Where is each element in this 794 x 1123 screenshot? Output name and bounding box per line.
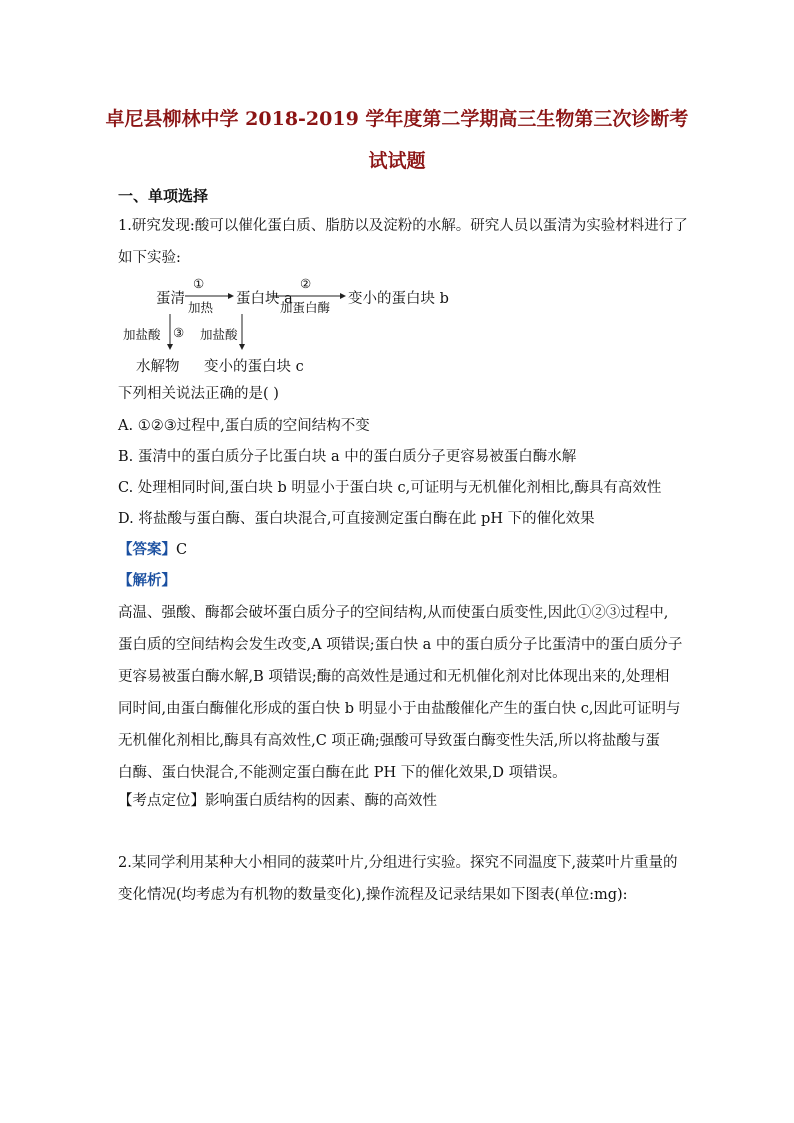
knowledge-point-text: 影响蛋白质结构的因素、酶的高效性 [205, 793, 437, 809]
step3-number: ③ [173, 325, 185, 340]
answer-line [118, 540, 678, 560]
answer-label: 【答案】 [118, 541, 176, 558]
protein-block-b: 变小的蛋白块 b [348, 291, 449, 307]
section-heading: 一、单项选择 [118, 187, 209, 205]
analysis-heading [118, 571, 678, 591]
knowledge-point-line [118, 791, 678, 811]
q1-question: 下列相关说法正确的是( ) [118, 386, 279, 402]
analysis-line: 无机催化剂相比,酶具有高效性,C 项正确;强酸可导致蛋白酶变性失活,所以将盐酸与蛋 [118, 733, 660, 749]
step1-number: ① [193, 276, 205, 291]
option-a: A. ①②③过程中,蛋白质的空间结构不变 [118, 418, 370, 434]
q1-stem-line1: 1.研究发现:酸可以催化蛋白质、脂肪以及淀粉的水解。研究人员以蛋清为实验材料进行了 [118, 218, 688, 234]
protein-block-a: 蛋白块 a [236, 291, 293, 307]
step2-protease-label: 加蛋白酶 [280, 300, 331, 315]
page-title-continued: 试试题 [368, 150, 426, 172]
analysis-line: 蛋白质的空间结构会发生改变,A 项错误;蛋白快 a 中的蛋白质分子比蛋清中的蛋白质分子 [118, 637, 683, 653]
hydrolysate-label: 水解物 [136, 359, 180, 375]
option-b: B. 蛋清中的蛋白质分子比蛋白块 a 中的蛋白质分子更容易被蛋白酶水解 [118, 449, 577, 465]
analysis-label: 【解析】 [118, 572, 176, 589]
q1-stem-line2: 如下实验: [118, 250, 181, 266]
q2-stem-line2: 变化情况(均考虑为有机物的数量变化),操作流程及记录结果如下图表(单位:mg): [118, 887, 628, 903]
option-c: C. 处理相同时间,蛋白块 b 明显小于蛋白块 c,可证明与无机催化剂相比,酶具有高效性 [118, 480, 662, 496]
protein-block-c: 变小的蛋白块 c [204, 359, 304, 375]
analysis-line: 白酶、蛋白快混合,不能测定蛋白酶在此 PH 下的催化效果,D 项错误。 [118, 765, 567, 781]
step2-number: ② [300, 276, 312, 291]
experiment-diagram [118, 278, 538, 378]
option-d: D. 将盐酸与蛋白酶、蛋白块混合,可直接测定蛋白酶在此 pH 下的催化效果 [118, 511, 595, 527]
knowledge-point-label: 【考点定位】 [118, 793, 205, 809]
answer-value: C [176, 542, 188, 558]
q2-stem-line1: 2.某同学利用某种大小相同的菠菜叶片,分组进行实验。探究不同温度下,菠菜叶片重量的 [118, 855, 678, 871]
step1-heat-label: 加热 [188, 300, 214, 315]
right-hcl-label: 加盐酸 [200, 327, 238, 342]
left-hcl-label: 加盐酸 [123, 327, 161, 342]
analysis-line: 更容易被蛋白酶水解,B 项错误;酶的高效性是通过和无机催化剂对比体现出来的,处理相 [118, 669, 670, 685]
analysis-line: 同时间,由蛋白酶催化形成的蛋白快 b 明显小于由盐酸催化产生的蛋白快 c,因此可证明与 [118, 701, 681, 717]
analysis-line: 高温、强酸、酶都会破坏蛋白质分子的空间结构,从而使蛋白质变性,因此①②③过程中, [118, 605, 669, 621]
page-title: 卓尼县柳林中学 2018-2019 学年度第二学期高三生物第三次诊断考 [105, 108, 689, 130]
egg-white-label: 蛋清 [156, 291, 185, 307]
